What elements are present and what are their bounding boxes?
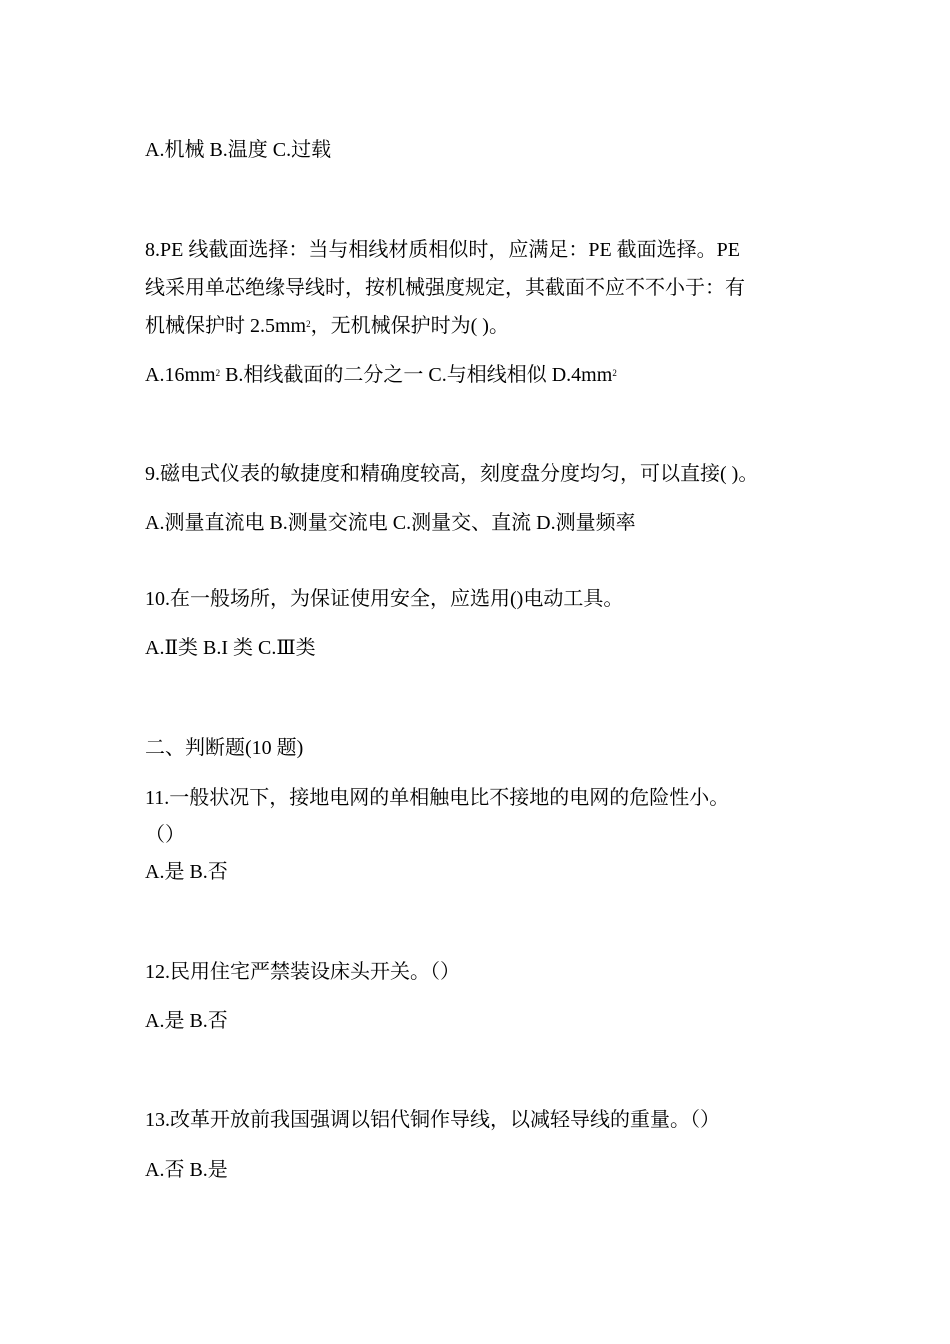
q12-options: A.是 B.否: [145, 1010, 228, 1032]
q10-question: 10.在一般场所，为保证使用安全，应选用()电动工具。: [145, 588, 624, 610]
q8-question-line-1: 8.PE 线截面选择：当与相线材质相似时，应满足：PE 截面选择。PE: [145, 239, 741, 261]
q8-option-d-superscript: 2: [612, 368, 617, 378]
q10-options: A.Ⅱ类 B.I 类 C.Ⅲ类: [145, 637, 316, 659]
q8-option-a: A.16mm: [145, 364, 216, 386]
q11-question-line-2: （）: [145, 824, 185, 846]
q7-options: A.机械 B.温度 C.过载: [145, 139, 332, 161]
q8-option-a-superscript: 2: [215, 368, 221, 378]
q8-options-bcd: B.相线截面的二分之一 C.与相线相似 D.4mm: [220, 364, 613, 386]
q8-options: [145, 362, 617, 388]
q11-question-line-1: 11.一般状况下，接地电网的单相触电比不接地的电网的危险性小。: [145, 787, 730, 809]
q9-options: A.测量直流电 B.测量交流电 C.测量交、直流 D.测量频率: [145, 512, 636, 534]
q13-question: 13.改革开放前我国强调以铝代铜作导线，以减轻导线的重量。（）: [145, 1109, 720, 1131]
q8-line3-text-b: ，无机械保护时为( )。: [310, 315, 509, 337]
section-heading-judgment: 二、判断题(10 题): [145, 737, 304, 759]
q13-options: A.否 B.是: [145, 1159, 228, 1181]
q8-question-line-2: 线采用单芯绝缘导线时，按机械强度规定，其截面不应不不小于：有: [145, 277, 745, 299]
q8-line3-text-a: 机械保护时 2.5mm: [145, 315, 307, 337]
q12-question: 12.民用住宅严禁装设床头开关。（）: [145, 961, 460, 983]
q9-question: 9.磁电式仪表的敏捷度和精确度较高，刻度盘分度均匀，可以直接( )。: [145, 463, 759, 485]
q8-line3-superscript: 2: [306, 319, 311, 329]
q8-question-line-3: [145, 313, 509, 339]
q11-options: A.是 B.否: [145, 861, 228, 883]
